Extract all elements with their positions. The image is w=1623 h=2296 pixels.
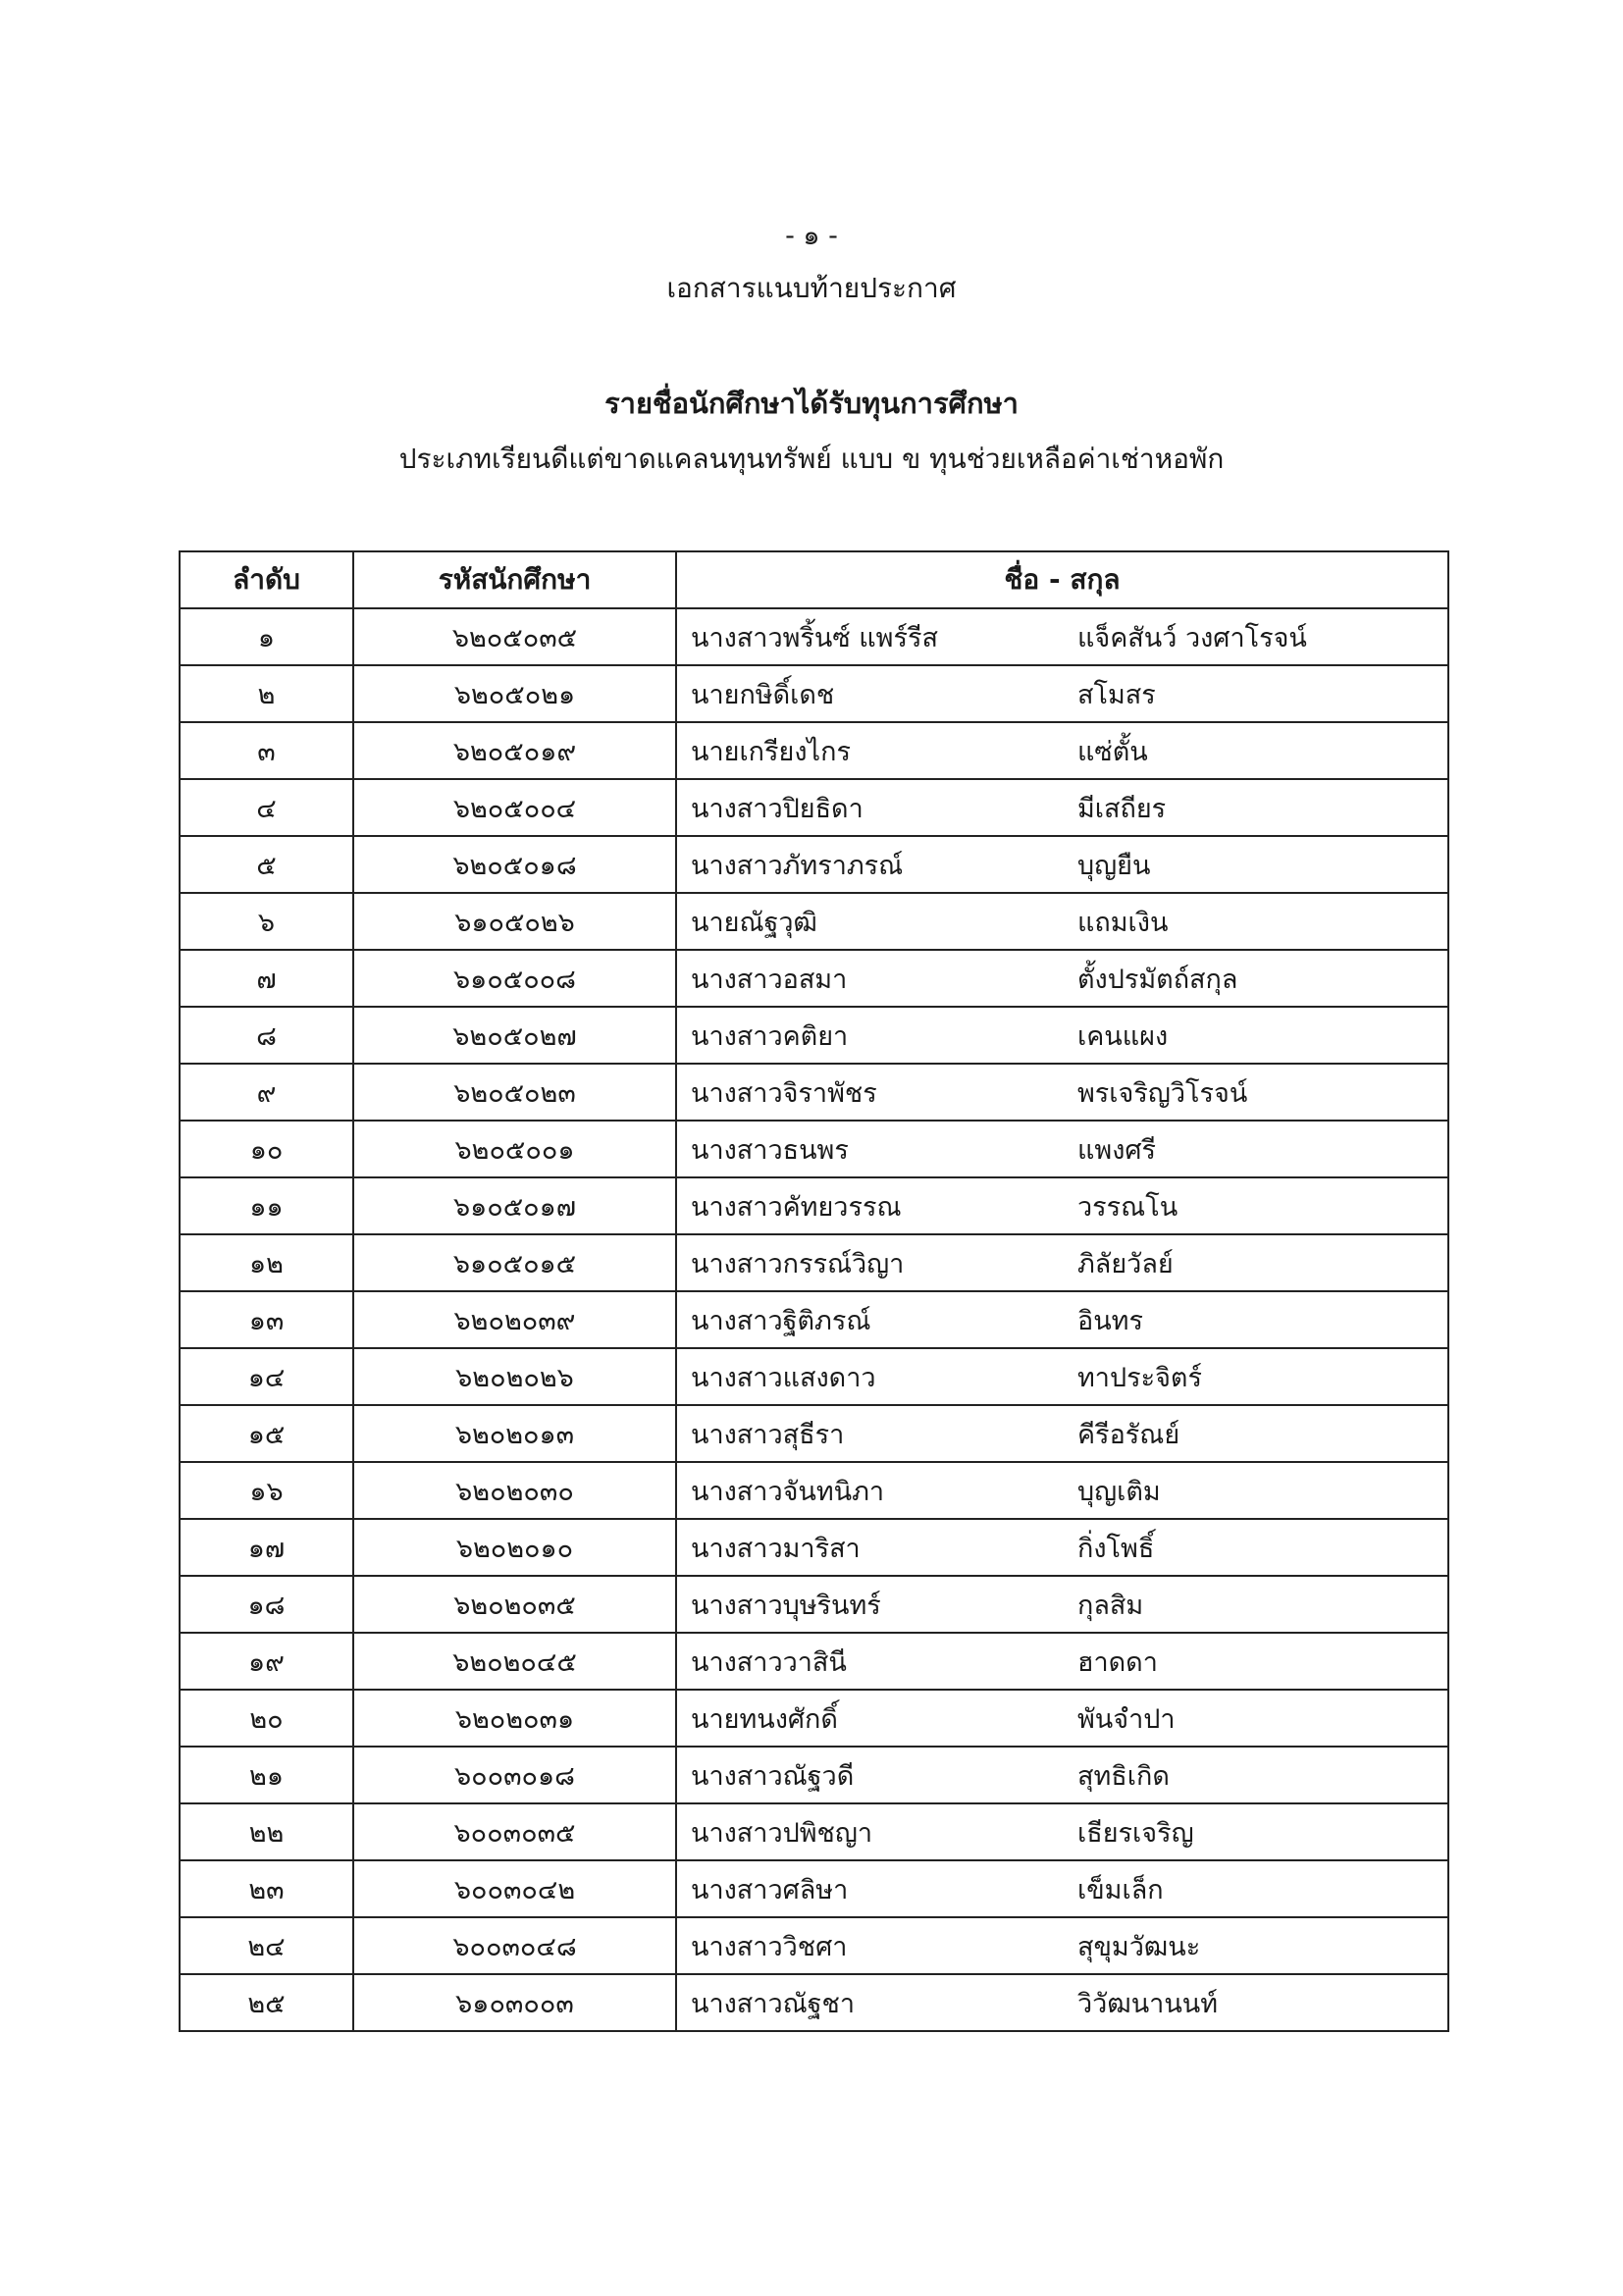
row-student-id: ๖๒๐๕๐๒๓: [353, 1064, 676, 1121]
row-student-id: ๖๐๐๓๐๔๒: [353, 1860, 676, 1917]
row-last-name: คีรีอรัณย์: [1077, 1419, 1180, 1450]
row-order-number: ๒๓: [180, 1860, 353, 1917]
row-last-name: อินทร: [1077, 1305, 1143, 1336]
row-last-name: วรรณโน: [1077, 1191, 1178, 1223]
row-last-name: กุลสิม: [1077, 1590, 1144, 1621]
row-student-id: ๖๒๐๕๐๒๑: [353, 665, 676, 722]
table-row: [180, 1462, 1448, 1519]
row-order-number: ๒๔: [180, 1917, 353, 1974]
row-last-name: เธียรเจริญ: [1077, 1817, 1194, 1849]
row-full-name: [676, 608, 1448, 665]
table-row: [180, 1007, 1448, 1064]
table-row: [180, 1860, 1448, 1917]
row-order-number: ๑๓: [180, 1291, 353, 1348]
table-row: [180, 1633, 1448, 1690]
row-first-name: นางสาวณัฐชา: [691, 1988, 856, 2019]
row-student-id: ๖๒๐๒๐๓๕: [353, 1576, 676, 1633]
row-full-name: [676, 1462, 1448, 1519]
row-first-name: นางสาวจิราพัชร: [691, 1077, 877, 1109]
row-full-name: [676, 1917, 1448, 1974]
table-row: [180, 1291, 1448, 1348]
row-student-id: ๖๒๐๕๐๑๘: [353, 836, 676, 893]
column-header-full-name: ชื่อ - สกุล: [676, 551, 1448, 608]
row-full-name: [676, 950, 1448, 1007]
row-last-name: พรเจริญวิโรจน์: [1077, 1077, 1248, 1109]
table-row: [180, 1121, 1448, 1177]
row-first-name: นายณัฐวุฒิ: [691, 907, 817, 938]
row-student-id: ๖๐๐๓๐๑๘: [353, 1747, 676, 1803]
table-row: [180, 608, 1448, 665]
row-student-id: ๖๑๐๕๐๐๘: [353, 950, 676, 1007]
table-row: [180, 893, 1448, 950]
row-first-name: นางสาวกรรณ์วิญา: [691, 1248, 905, 1279]
row-full-name: [676, 836, 1448, 893]
row-last-name: แพงศรี: [1077, 1134, 1157, 1166]
table-row: [180, 1917, 1448, 1974]
table-row: [180, 665, 1448, 722]
table-row: [180, 1405, 1448, 1462]
row-full-name: [676, 1234, 1448, 1291]
row-first-name: นางสาวคติยา: [691, 1020, 849, 1052]
row-first-name: นางสาวภัทราภรณ์: [691, 850, 904, 881]
row-full-name: [676, 1121, 1448, 1177]
table-row: [180, 1747, 1448, 1803]
row-last-name: บุญยืน: [1077, 850, 1151, 881]
row-order-number: ๑๗: [180, 1519, 353, 1576]
table-row: [180, 1576, 1448, 1633]
row-first-name: นางสาวสุธีรา: [691, 1419, 845, 1450]
row-student-id: ๖๒๐๕๐๑๙: [353, 722, 676, 779]
table-row: [180, 1974, 1448, 2031]
document-subtitle: ประเภทเรียนดีแต่ขาดแคลนทุนทรัพย์ แบบ ข ทุนช่วยเหลือค่าเช่าหอพัก: [398, 443, 1225, 475]
table-row: [180, 722, 1448, 779]
row-order-number: ๑๐: [180, 1121, 353, 1177]
row-student-id: ๖๑๐๓๐๐๓: [353, 1974, 676, 2031]
row-last-name: กิ่งโพธิ์: [1077, 1533, 1155, 1564]
row-first-name: นางสาวอสมา: [691, 964, 848, 995]
row-full-name: [676, 1747, 1448, 1803]
row-student-id: ๖๐๐๓๐๓๕: [353, 1803, 676, 1860]
row-student-id: ๖๒๐๕๐๒๗: [353, 1007, 676, 1064]
page-number: - ๑ -: [785, 221, 838, 251]
row-student-id: ๖๒๐๒๐๓๙: [353, 1291, 676, 1348]
row-order-number: ๒๕: [180, 1974, 353, 2031]
row-full-name: [676, 1860, 1448, 1917]
row-order-number: ๒: [180, 665, 353, 722]
row-order-number: ๘: [180, 1007, 353, 1064]
row-full-name: [676, 1690, 1448, 1747]
row-last-name: วิวัฒนานนท์: [1077, 1988, 1219, 2019]
table-row: [180, 1348, 1448, 1405]
row-first-name: นางสาวแสงดาว: [691, 1362, 876, 1393]
row-last-name: แจ็คสันว์ วงศาโรจน์: [1077, 622, 1307, 653]
row-first-name: นางสาวมาริสา: [691, 1533, 861, 1564]
row-full-name: [676, 665, 1448, 722]
row-last-name: ฮาดดา: [1077, 1646, 1158, 1678]
row-first-name: นางสาวปพิชญา: [691, 1817, 873, 1849]
row-student-id: ๖๒๐๒๐๓๑: [353, 1690, 676, 1747]
row-order-number: ๑๑: [180, 1177, 353, 1234]
row-last-name: สุทธิเกิด: [1077, 1760, 1170, 1792]
row-full-name: [676, 1064, 1448, 1121]
attachment-title: เอกสารแนบท้ายประกาศ: [666, 272, 957, 304]
row-full-name: [676, 1405, 1448, 1462]
row-student-id: ๖๒๐๒๐๒๖: [353, 1348, 676, 1405]
row-first-name: นางสาวศลิษา: [691, 1874, 849, 1905]
row-student-id: ๖๐๐๓๐๔๘: [353, 1917, 676, 1974]
row-order-number: ๒๒: [180, 1803, 353, 1860]
row-order-number: ๑๘: [180, 1576, 353, 1633]
row-full-name: [676, 779, 1448, 836]
row-full-name: [676, 1633, 1448, 1690]
row-student-id: ๖๑๐๕๐๑๕: [353, 1234, 676, 1291]
row-full-name: [676, 1291, 1448, 1348]
row-full-name: [676, 722, 1448, 779]
table-row: [180, 1177, 1448, 1234]
row-student-id: ๖๒๐๕๐๐๑: [353, 1121, 676, 1177]
row-first-name: นางสาวบุษรินทร์: [691, 1590, 881, 1621]
row-last-name: เข็มเล็ก: [1077, 1874, 1164, 1905]
table-row: [180, 1803, 1448, 1860]
row-student-id: ๖๒๐๕๐๓๕: [353, 608, 676, 665]
row-first-name: นางสาวพริ้นซ์ แพร์รีส: [691, 622, 938, 653]
row-order-number: ๑๕: [180, 1405, 353, 1462]
row-first-name: นายทนงศักดิ์: [691, 1703, 838, 1735]
table-row: [180, 1690, 1448, 1747]
row-student-id: ๖๒๐๒๐๓๐: [353, 1462, 676, 1519]
row-last-name: ภิลัยวัลย์: [1077, 1248, 1174, 1279]
table-row: [180, 1064, 1448, 1121]
row-last-name: ทาประจิตร์: [1077, 1362, 1202, 1393]
row-first-name: นายกษิดิ์เดช: [691, 679, 835, 710]
row-student-id: ๖๒๐๒๐๑๐: [353, 1519, 676, 1576]
row-last-name: มีเสถียร: [1077, 793, 1167, 824]
row-order-number: ๒๑: [180, 1747, 353, 1803]
row-order-number: ๕: [180, 836, 353, 893]
column-header-order: ลำดับ: [180, 551, 353, 608]
row-full-name: [676, 1519, 1448, 1576]
row-full-name: [676, 893, 1448, 950]
row-first-name: นางสาวณัฐวดี: [691, 1760, 855, 1792]
row-first-name: นางสาวฐิติภรณ์: [691, 1305, 871, 1336]
row-full-name: [676, 1348, 1448, 1405]
row-first-name: นางสาววิชศา: [691, 1931, 848, 1962]
row-full-name: [676, 1576, 1448, 1633]
row-order-number: ๑๔: [180, 1348, 353, 1405]
row-order-number: ๑: [180, 608, 353, 665]
row-first-name: นางสาวคัทยวรรณ: [691, 1191, 902, 1223]
row-order-number: ๑๙: [180, 1633, 353, 1690]
table-body: [180, 608, 1448, 2031]
row-student-id: ๖๒๐๒๐๑๓: [353, 1405, 676, 1462]
row-last-name: สุขุมวัฒนะ: [1077, 1931, 1201, 1962]
row-student-id: ๖๑๐๕๐๑๗: [353, 1177, 676, 1234]
row-order-number: ๒๐: [180, 1690, 353, 1747]
row-last-name: แซ่ตั้น: [1077, 736, 1148, 767]
row-first-name: นางสาวปิยธิดา: [691, 793, 864, 824]
row-first-name: นายเกรียงไกร: [691, 736, 851, 767]
row-full-name: [676, 1007, 1448, 1064]
row-full-name: [676, 1177, 1448, 1234]
table-row: [180, 1234, 1448, 1291]
row-last-name: แถมเงิน: [1077, 907, 1169, 938]
row-full-name: [676, 1974, 1448, 2031]
row-order-number: ๖: [180, 893, 353, 950]
row-first-name: นางสาวจันทนิภา: [691, 1476, 885, 1507]
row-last-name: เคนแผง: [1077, 1020, 1169, 1052]
row-first-name: นางสาวธนพร: [691, 1134, 849, 1166]
row-order-number: ๑๖: [180, 1462, 353, 1519]
row-order-number: ๗: [180, 950, 353, 1007]
row-order-number: ๔: [180, 779, 353, 836]
column-header-student-id: รหัสนักศึกษา: [353, 551, 676, 608]
row-order-number: ๙: [180, 1064, 353, 1121]
row-last-name: บุญเติม: [1077, 1476, 1161, 1507]
table-row: [180, 1519, 1448, 1576]
row-last-name: ตั้งปรมัตถ์สกุล: [1077, 964, 1238, 995]
row-last-name: พันจำปา: [1077, 1703, 1176, 1735]
row-student-id: ๖๒๐๒๐๔๕: [353, 1633, 676, 1690]
table-header-row: [180, 551, 1448, 608]
row-order-number: ๑๒: [180, 1234, 353, 1291]
row-student-id: ๖๑๐๕๐๒๖: [353, 893, 676, 950]
row-full-name: [676, 1803, 1448, 1860]
table-row: [180, 950, 1448, 1007]
document-title: รายชื่อนักศึกษาได้รับทุนการศึกษา: [604, 387, 1019, 420]
row-order-number: ๓: [180, 722, 353, 779]
table-row: [180, 779, 1448, 836]
row-last-name: สโมสร: [1077, 679, 1156, 710]
scholarship-table: [179, 550, 1449, 2032]
row-student-id: ๖๒๐๕๐๐๔: [353, 779, 676, 836]
row-first-name: นางสาววาสินี: [691, 1646, 847, 1678]
table-row: [180, 836, 1448, 893]
